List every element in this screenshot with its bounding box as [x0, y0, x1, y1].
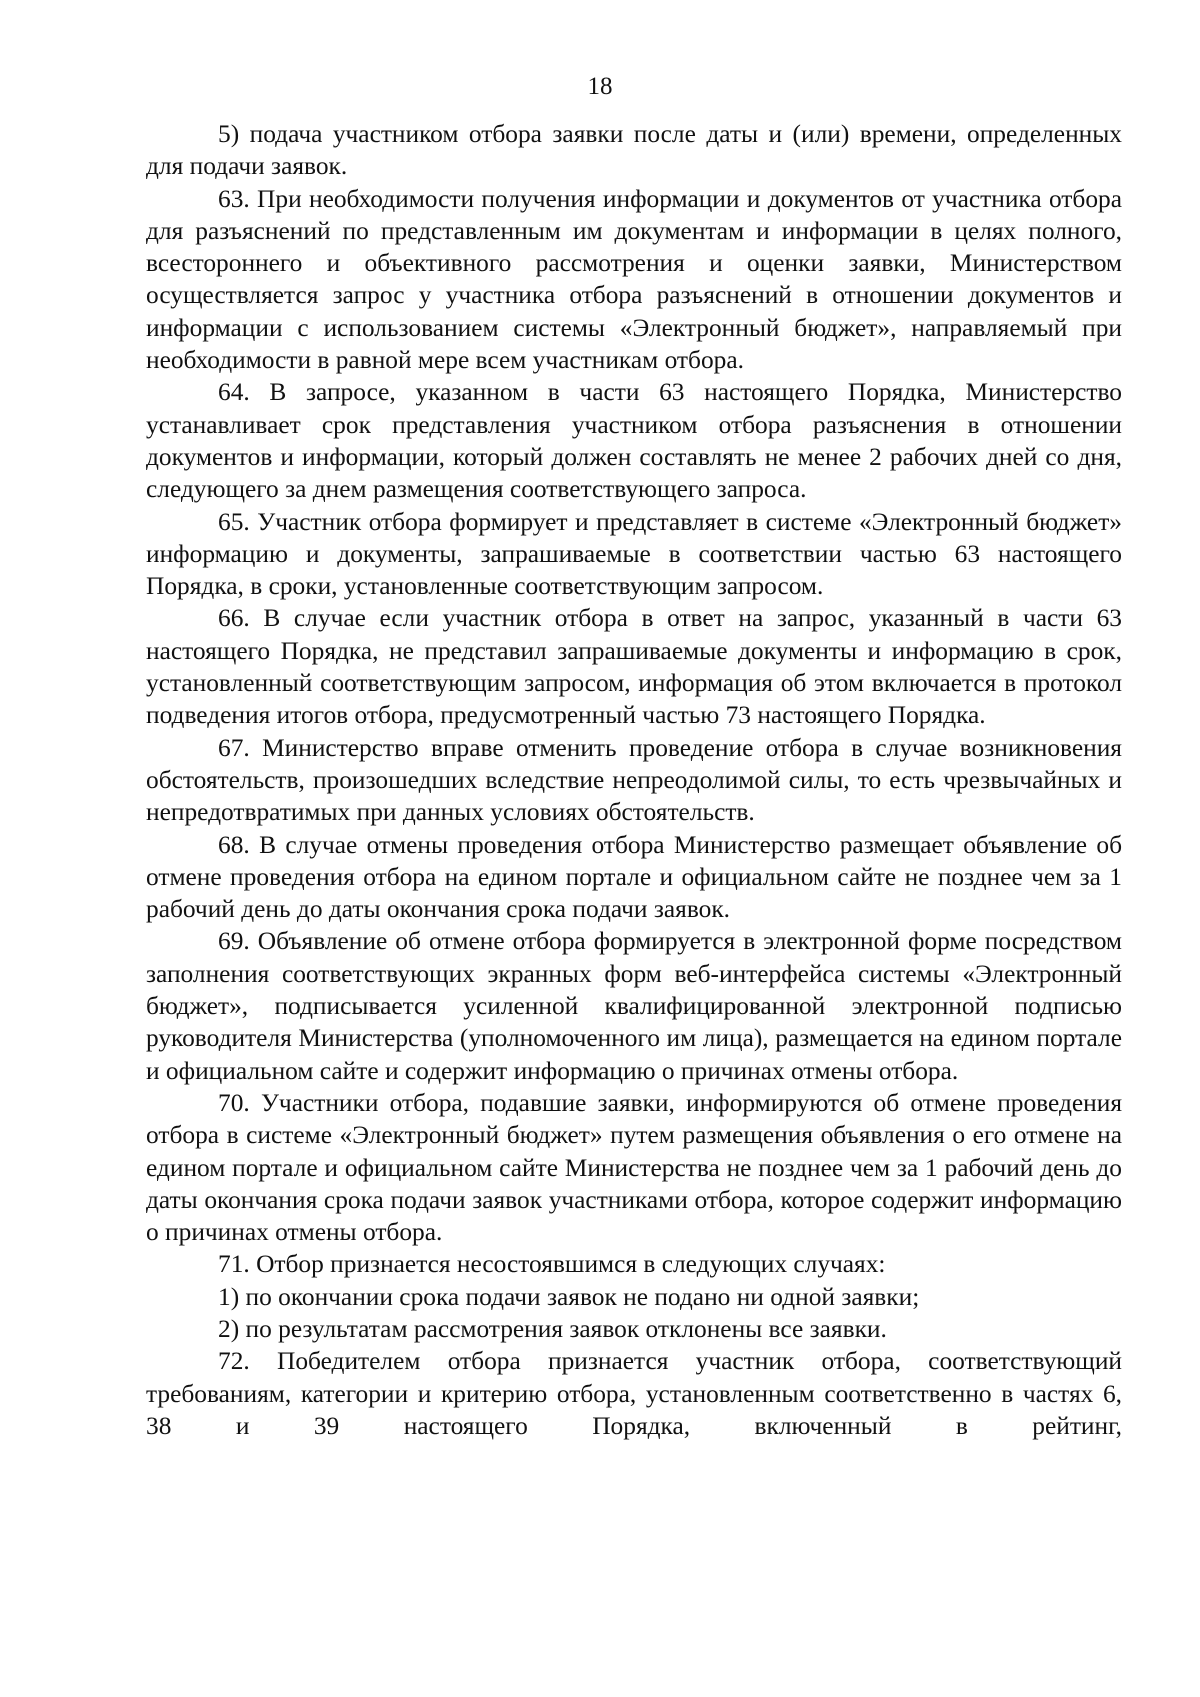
- paragraph-71: 71. Отбор признается несостоявшимся в следующих случаях:: [218, 1250, 886, 1279]
- paragraph-70: 70. Участники отбора, подавшие заявки, информируются об отмене проведения отбора в системе «Электронный бюджет» путем размещения объявления о его отмене на едином портале и официальном сайте Министерства не позднее чем за 1 рабочий день до даты окончания срока подачи заявок участниками отбора, которое содержит информацию о причинах отмены отбора.: [146, 1088, 1122, 1247]
- paragraph-63: 63. При необходимости получения информации и документов от участника отбора для разъяснений по представленным им документам и информации в целях полного, всестороннего и объективного рассмотрения и оценки заявки, Министерством осуществляется запрос у участника отбора разъяснений в отношении документов и информации с использованием системы «Электронный бюджет», направляемый при необходимости в равной мере всем участникам отбора.: [146, 184, 1122, 375]
- paragraph-71-item-2: 2) по результатам рассмотрения заявок отклонены все заявки.: [218, 1314, 887, 1343]
- paragraph-69: 69. Объявление об отмене отбора формируется в электронной форме посредством заполнения соответствующих экранных форм веб-интерфейса системы «Электронный бюджет», подписывается усиленной квалифицированной электронной подписью руководителя Министерства (уполномоченного им лица), размещается на едином портале и официальном сайте и содержит информацию о причинах отмены отбора.: [146, 927, 1122, 1085]
- paragraph-65: 65. Участник отбора формирует и представляет в системе «Электронный бюджет» информацию и документы, запрашиваемые в соответствии частью 63 настоящего Порядка, в сроки, установленные соответствующим запросом.: [146, 507, 1122, 601]
- document-body: [146, 118, 1122, 1442]
- paragraph-66: 66. В случае если участник отбора в ответ на запрос, указанный в части 63 настоящего Порядка, не представил запрашиваемые документы и информацию в срок, установленный соответствующим запросом, информация об этом включается в протокол подведения итогов отбора, предусмотренный частью 73 настоящего Порядка.: [146, 604, 1122, 730]
- paragraph-64: 64. В запросе, указанном в части 63 настоящего Порядка, Министерство устанавливает срок представления участником отбора разъяснения в отношении документов и информации, который должен составлять не менее 2 рабочих дней со дня, следующего за днем размещения соответствующего запроса.: [146, 378, 1122, 504]
- paragraph-71-item-1: 1) по окончании срока подачи заявок не подано ни одной заявки;: [218, 1282, 920, 1311]
- paragraph-68: 68. В случае отмены проведения отбора Министерство размещает объявление об отмене проведения отбора на едином портале и официальном сайте не позднее чем за 1 рабочий день до даты окончания срока подачи заявок.: [146, 830, 1122, 924]
- paragraph-67: 67. Министерство вправе отменить проведение отбора в случае возникновения обстоятельств, произошедших вследствие непреодолимой силы, то есть чрезвычайных и непредотвратимых при данных условиях обстоятельств.: [146, 733, 1122, 827]
- page-number: 18: [587, 73, 613, 100]
- paragraph-item-5: 5) подача участником отбора заявки после даты и (или) времени, определенных для подачи заявок.: [146, 120, 1122, 181]
- paragraph-72: 72. Победителем отбора признается участник отбора, соответствующий требованиям, категории и критерию отбора, установленным соответственно в частях 6, 38 и 39 настоящего Порядка, включенный в рейтинг,: [146, 1347, 1122, 1440]
